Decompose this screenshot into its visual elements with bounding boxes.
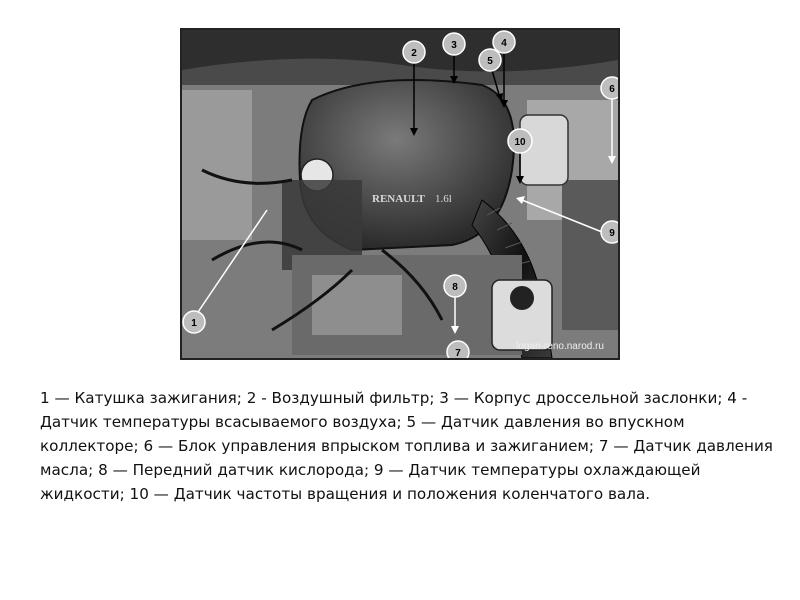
callout-6-label: 6: [609, 84, 615, 95]
callout-1-label: 1: [191, 318, 197, 329]
callout-10-label: 10: [514, 137, 526, 148]
engine-size-label: 1.6l: [435, 193, 452, 205]
callout-5-label: 5: [487, 56, 493, 67]
figure-caption: 1 — Катушка зажигания; 2 - Воздушный фильтр; 3 — Корпус дроссельной заслонки; 4 - Датчик температуры всасываемого воздуха; 5 — Датчик давления во впускном коллекторе; 6 — Блок управления впрыском топлива и зажиганием; 7 — Датчик давления масла; 8 — Передний датчик кислорода; 9 — Датчик температуры охлаждающей жидкости; 10 — Датчик частоты вращения и положения коленчатого вала.: [40, 389, 773, 503]
callout-8-label: 8: [452, 282, 458, 293]
engine-illustration: [182, 30, 618, 358]
engine-photo: [180, 28, 620, 360]
callout-2-label: 2: [411, 48, 417, 59]
callout-7-label: 7: [455, 348, 461, 358]
callout-9-label: 9: [609, 228, 615, 239]
callout-3-label: 3: [451, 40, 457, 51]
engine-brand-label: RENAULT: [372, 193, 425, 205]
callout-4-label: 4: [501, 38, 507, 49]
watermark: logan-reno.narod.ru: [516, 341, 604, 352]
